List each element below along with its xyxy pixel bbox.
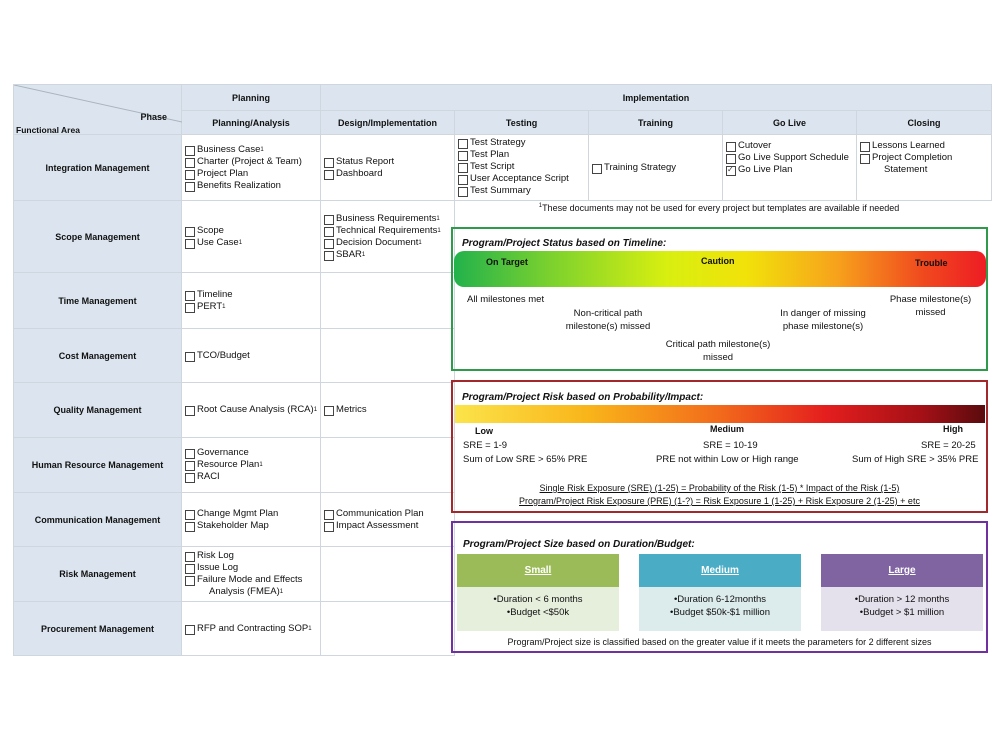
document-item (185, 289, 317, 301)
checkbox[interactable] (185, 473, 195, 483)
document-item (324, 168, 451, 180)
document-label: PERT (197, 300, 223, 312)
design-cell (321, 493, 455, 547)
status-note-phase-missed: Phase milestone(s) missed (889, 294, 972, 318)
checkbox[interactable] (726, 142, 736, 152)
document-item (185, 404, 317, 416)
size-criteria-large (821, 587, 983, 631)
size-budget: •Budget $50k-$1 million (670, 607, 770, 618)
size-duration: •Duration 6-12months (673, 594, 767, 605)
document-item (860, 164, 988, 176)
footnote-ref: 1 (313, 407, 318, 413)
design-cell (321, 201, 455, 273)
checkbox[interactable] (185, 449, 195, 459)
column-header: Training (589, 111, 723, 135)
document-label: Analysis (FMEA) (209, 586, 280, 597)
checkbox[interactable] (726, 154, 736, 164)
document-label: Resource Plan (197, 459, 260, 470)
checkbox[interactable] (185, 303, 195, 313)
planning-cell (182, 547, 321, 602)
document-item (726, 140, 853, 152)
document-item (185, 225, 317, 237)
checkbox[interactable] (185, 352, 195, 362)
planning-header: Planning (182, 85, 321, 111)
risk-high: High (943, 424, 963, 434)
risk-low: Low (475, 426, 493, 436)
status-caution: Caution (701, 256, 735, 266)
design-cell (321, 547, 455, 602)
document-label: RFP and Contracting SOP (197, 622, 309, 634)
checkbox[interactable] (185, 146, 195, 156)
checkbox[interactable] (185, 522, 195, 532)
risk-low-pre: Sum of Low SRE > 65% PRE (463, 454, 588, 465)
checkbox[interactable] (185, 576, 195, 586)
risk-panel-title: Program/Project Risk based on Probability/Impact: (462, 392, 704, 403)
document-item (860, 140, 988, 152)
checkbox[interactable] (185, 625, 195, 635)
checkbox[interactable] (185, 158, 195, 168)
document-label: TCO/Budget (197, 349, 250, 361)
document-item (185, 623, 317, 635)
checkbox[interactable] (185, 510, 195, 520)
size-panel-title: Program/Project Size based on Duration/Budget: (463, 539, 695, 550)
checkbox[interactable] (185, 291, 195, 301)
document-item (185, 237, 317, 249)
risk-pre-definition (453, 496, 986, 506)
document-item (458, 185, 585, 197)
footnote-ref: 1 (259, 462, 263, 468)
document-item (185, 550, 317, 562)
document-label: Project Plan (197, 167, 249, 179)
document-label: Test Strategy (470, 137, 526, 148)
document-label: Root Cause Analysis (RCA) (197, 404, 314, 415)
checkbox[interactable] (185, 552, 195, 562)
document-label: Use Case (197, 236, 239, 248)
document-item (324, 237, 451, 249)
status-note-danger: In danger of missing phase milestone(s) (780, 308, 866, 332)
functional-area: Integration Management (14, 135, 182, 201)
size-panel (451, 521, 988, 653)
document-label: Statement (884, 164, 928, 175)
document-label: Go Live Plan (738, 164, 793, 175)
document-label: Failure Mode and Effects (197, 574, 303, 585)
design-cell (321, 135, 455, 201)
checkbox[interactable] (458, 163, 468, 173)
footnote-ref: 1 (361, 251, 366, 258)
document-label: Test Script (470, 161, 515, 172)
footnote-ref: 1 (308, 625, 312, 632)
document-item (324, 520, 451, 532)
document-item (860, 152, 988, 164)
checkbox[interactable] (860, 154, 870, 164)
checkbox[interactable] (185, 461, 195, 471)
functional-area: Quality Management (14, 383, 182, 438)
column-header: Design/Implementation (321, 111, 455, 135)
planning-cell (182, 273, 321, 329)
design-cell (321, 383, 455, 438)
footnote-ref: 1 (260, 146, 264, 153)
footnote-ref: 1 (279, 589, 284, 595)
document-label: Change Mgmt Plan (197, 507, 279, 519)
document-label: Go Live Support Schedule (738, 152, 849, 163)
functional-area: Risk Management (14, 547, 182, 602)
document-label: Decision Document (336, 236, 419, 248)
document-item (185, 520, 317, 532)
document-item (185, 144, 317, 156)
column-header: Planning/Analysis (182, 111, 321, 135)
document-item (726, 164, 853, 176)
golive-cell (723, 135, 857, 201)
functional-area: Scope Management (14, 201, 182, 273)
status-panel-title: Program/Project Status based on Timeline: (462, 238, 667, 249)
footnote-ref: 1 (222, 303, 226, 310)
checkbox[interactable] (324, 522, 334, 532)
document-label: Timeline (197, 288, 233, 300)
document-item (592, 162, 719, 174)
document-item (726, 152, 853, 164)
testing-cell (455, 135, 589, 201)
footnote (451, 203, 987, 213)
size-header-medium: Medium (639, 554, 801, 587)
risk-high-pre: Sum of High SRE > 35% PRE (852, 454, 979, 465)
document-item (185, 586, 317, 598)
document-item (458, 173, 585, 185)
risk-low-sre: SRE = 1-9 (463, 440, 508, 451)
risk-medium: Medium (710, 424, 745, 434)
training-cell (589, 135, 723, 201)
planning-cell (182, 135, 321, 201)
column-header: Go Live (723, 111, 857, 135)
size-criteria-small (457, 587, 619, 631)
document-label: Impact Assessment (336, 519, 419, 531)
checkbox[interactable] (458, 175, 468, 185)
functional-area: Procurement Management (14, 602, 182, 656)
checkbox[interactable] (458, 187, 468, 197)
design-cell (321, 273, 455, 329)
planning-cell (182, 438, 321, 493)
status-gradient-bar (454, 251, 986, 287)
document-label: Lessons Learned (872, 140, 945, 151)
document-label: Test Plan (470, 149, 510, 160)
footnote-ref: 1 (238, 239, 243, 246)
document-label: Status Report (336, 155, 395, 167)
pre-definition-text: Program/Project Risk Exposure (PRE) (1-?) = Risk Exposure 1 (1-25) + Risk Exposure 2 (1-25) + etc (519, 496, 920, 506)
design-cell (321, 438, 455, 493)
document-label: Issue Log (197, 562, 239, 573)
document-item (458, 137, 585, 149)
document-item (185, 562, 317, 574)
checkbox[interactable] (860, 142, 870, 152)
checkbox[interactable] (324, 510, 334, 520)
checkbox[interactable] (324, 170, 334, 180)
document-label: SBAR (336, 248, 362, 260)
implementation-header: Implementation (321, 85, 992, 111)
document-item (324, 508, 451, 520)
document-label: Governance (197, 447, 249, 458)
checkbox[interactable] (324, 227, 334, 237)
footnote-text: These documents may not be used for every project but templates are available if needed (542, 203, 900, 213)
checkbox[interactable] (185, 170, 195, 180)
document-label: RACI (197, 471, 220, 482)
functional-area: Communication Management (14, 493, 182, 547)
footnote-ref: 1 (437, 227, 441, 234)
document-label: Technical Requirements (336, 224, 438, 236)
status-panel (451, 227, 988, 371)
document-item (185, 471, 317, 483)
column-header: Testing (455, 111, 589, 135)
footnote-marker: 1 (538, 203, 543, 209)
status-note-all-met: All milestones met (467, 294, 545, 305)
document-item (185, 574, 317, 586)
document-item (458, 161, 585, 173)
document-label: Test Summary (470, 185, 531, 196)
document-item (324, 225, 451, 237)
risk-panel (451, 380, 988, 513)
column-header: Closing (857, 111, 992, 135)
risk-medium-pre: PRE not within Low or High range (656, 454, 799, 465)
risk-sre-definition (453, 483, 986, 493)
planning-cell (182, 602, 321, 656)
sre-definition-text: Single Risk Exposure (SRE) (1-25) = Probability of the Risk (1-5) * Impact of the Risk (1-5) (539, 483, 900, 493)
checkbox[interactable] (185, 564, 195, 574)
document-label: Cutover (738, 140, 772, 151)
footnote-ref: 1 (436, 215, 440, 222)
size-budget: •Budget <$50k (506, 607, 570, 618)
document-item (185, 508, 317, 520)
footnote-ref: 1 (418, 239, 422, 246)
planning-cell (182, 329, 321, 383)
size-note: Program/Project size is classified based on the greater value if it meets the parameters for 2 different sizes (507, 637, 932, 647)
size-duration: •Duration > 12 months (854, 594, 950, 605)
design-cell (321, 329, 455, 383)
status-on-target: On Target (486, 257, 528, 267)
phase-label: Phase (140, 112, 167, 122)
planning-cell (182, 383, 321, 438)
document-item (324, 156, 451, 168)
document-item (324, 249, 451, 261)
document-item (185, 447, 317, 459)
checkbox-checked[interactable] (726, 166, 736, 176)
document-label: Risk Log (197, 550, 234, 561)
design-cell (321, 602, 455, 656)
size-criteria-medium (639, 587, 801, 631)
checkbox[interactable] (324, 239, 334, 249)
planning-cell (182, 493, 321, 547)
checkbox[interactable] (185, 239, 195, 249)
document-label: User Acceptance Script (470, 173, 569, 184)
checkbox[interactable] (324, 215, 334, 225)
status-note-critical: Critical path milestone(s) missed (665, 339, 771, 363)
document-label: Business Requirements (336, 212, 437, 224)
document-label: Stakeholder Map (197, 519, 269, 531)
document-item (185, 168, 317, 180)
checkbox[interactable] (592, 164, 602, 174)
document-item (185, 180, 317, 192)
checkbox[interactable] (324, 406, 334, 416)
document-item (185, 301, 317, 313)
size-budget: •Budget > $1 million (859, 607, 945, 618)
risk-medium-sre: SRE = 10-19 (703, 440, 758, 451)
document-label: Business Case (197, 143, 261, 155)
checkbox[interactable] (185, 406, 195, 416)
document-item (185, 350, 317, 362)
document-item (185, 156, 317, 168)
document-item (324, 404, 451, 416)
checkbox[interactable] (458, 151, 468, 161)
document-item (324, 213, 451, 225)
document-label: Benefits Realization (197, 179, 281, 191)
risk-high-sre: SRE = 20-25 (921, 440, 976, 451)
functional-area: Cost Management (14, 329, 182, 383)
size-header-large: Large (821, 554, 983, 587)
functional-area: Human Resource Management (14, 438, 182, 493)
status-trouble: Trouble (915, 258, 948, 268)
checkbox[interactable] (324, 158, 334, 168)
phase-area-corner (14, 85, 182, 135)
checkbox[interactable] (185, 182, 195, 192)
functional-area-label: Functional Area (16, 125, 80, 135)
document-label: Dashboard (336, 167, 383, 179)
document-item (458, 149, 585, 161)
document-item (185, 459, 317, 471)
document-label: Scope (197, 224, 224, 236)
document-label: Project Completion (872, 152, 953, 163)
size-header-small: Small (457, 554, 619, 587)
status-note-noncritical: Non-critical path milestone(s) missed (565, 308, 651, 332)
checkbox[interactable] (185, 227, 195, 237)
document-label: Communication Plan (336, 507, 424, 519)
functional-area: Time Management (14, 273, 182, 329)
document-label: Training Strategy (604, 161, 677, 173)
risk-gradient-bar (455, 405, 985, 423)
checkbox[interactable] (458, 139, 468, 149)
checkbox[interactable] (324, 251, 334, 261)
closing-cell (857, 135, 992, 201)
size-duration: •Duration < 6 months (493, 594, 583, 605)
planning-cell (182, 201, 321, 273)
document-label: Charter (Project & Team) (197, 155, 302, 167)
document-label: Metrics (336, 404, 367, 415)
